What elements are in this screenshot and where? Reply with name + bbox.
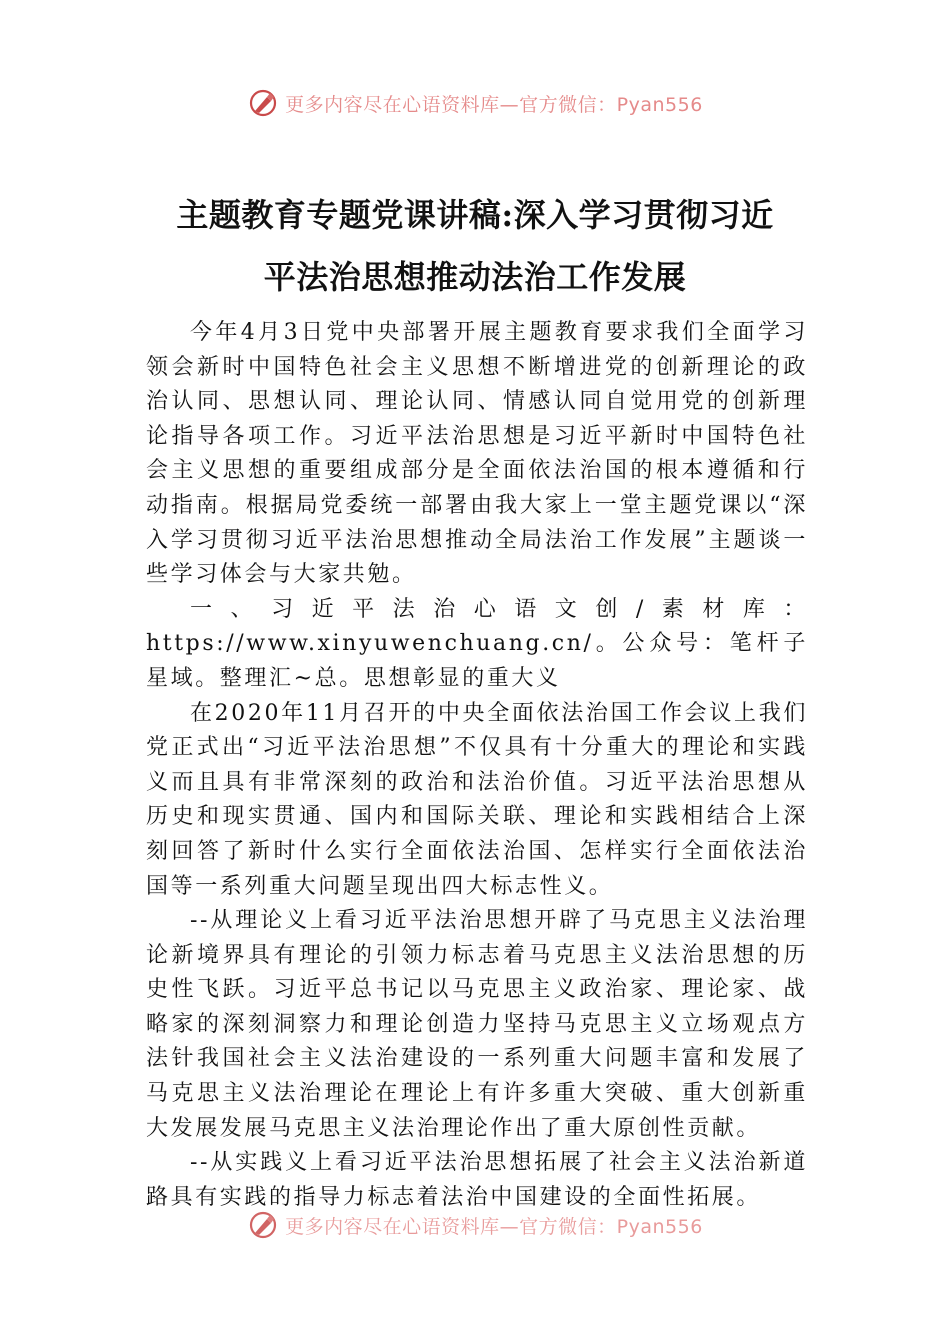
paragraph-intro: 今年4月3日党中央部署开展主题教育要求我们全面学习领会新时中国特色社会主义思想不断增进党的创新理论的政治认同、思想认同、理论认同、情感认同自觉用党的创新理论指导各项工作。习近平法治思想是习近平新时中国特色社会主义思想的重要组成部分是全面依法治国的根本遵循和行动指南。根据局党委统一部署由我大家上一堂主题党课以“深入学习贯彻习近平法治思想推动全局法治工作发展”主题谈一些学习体会与大家共勉。 — [146, 320, 808, 588]
section-heading: 一、习近平法治心语文创/素材库：https://www.xinyuwenchuang.cn/。公众号：笔杆子星域。整理汇~总。思想彰显的重大义 — [146, 596, 808, 691]
paragraph-significance: 在2020年11月召开的中央全面依法治国工作会议上我们党正式出“习近平法治思想”不仅具有十分重大的理论和实践义而且具有非常深刻的政治和法治价值。习近平法治思想从历史和现实贯通、国内和国际关联、理论和实践相结合上深刻回答了新时什么实行全面依法治国、怎样实行全面依法治国等一系列重大问题呈现出四大标志性义。 — [146, 700, 808, 899]
paragraph-theory: --从理论义上看习近平法治思想开辟了马克思主义法治理论新境界具有理论的引领力标志着马克思主义法治思想的历史性飞跃。习近平总书记以马克思主义政治家、理论家、战略家的深刻洞察力和理论创造力坚持马克思主义立场观点方法针我国社会主义法治建设的一系列重大问题丰富和发展了马克思主义法治理论在理论上有许多重大突破、重大创新重大发展发展马克思主义法治理论作出了重大原创性贡献。 — [146, 908, 808, 1141]
pen-nib-logo-icon — [247, 1209, 279, 1241]
watermark-text: 更多内容尽在心语资料库—官方微信：Pyan556 — [285, 1215, 703, 1238]
header-watermark — [0, 86, 950, 120]
watermark-text: 更多内容尽在心语资料库—官方微信：Pyan556 — [285, 93, 703, 116]
title-line-2: 平法治思想推动法治工作发展 — [263, 258, 687, 296]
title-line-1: 主题教育专题党课讲稿:深入学习贯彻习近 — [176, 196, 774, 234]
document-body — [146, 316, 808, 1215]
pen-nib-logo-icon — [247, 87, 279, 119]
footer-watermark — [0, 1210, 950, 1240]
paragraph-practice: --从实践义上看习近平法治思想拓展了社会主义法治新道路具有实践的指导力标志着法治中国建设的全面性拓展。 — [146, 1150, 808, 1210]
document-title — [100, 184, 850, 308]
